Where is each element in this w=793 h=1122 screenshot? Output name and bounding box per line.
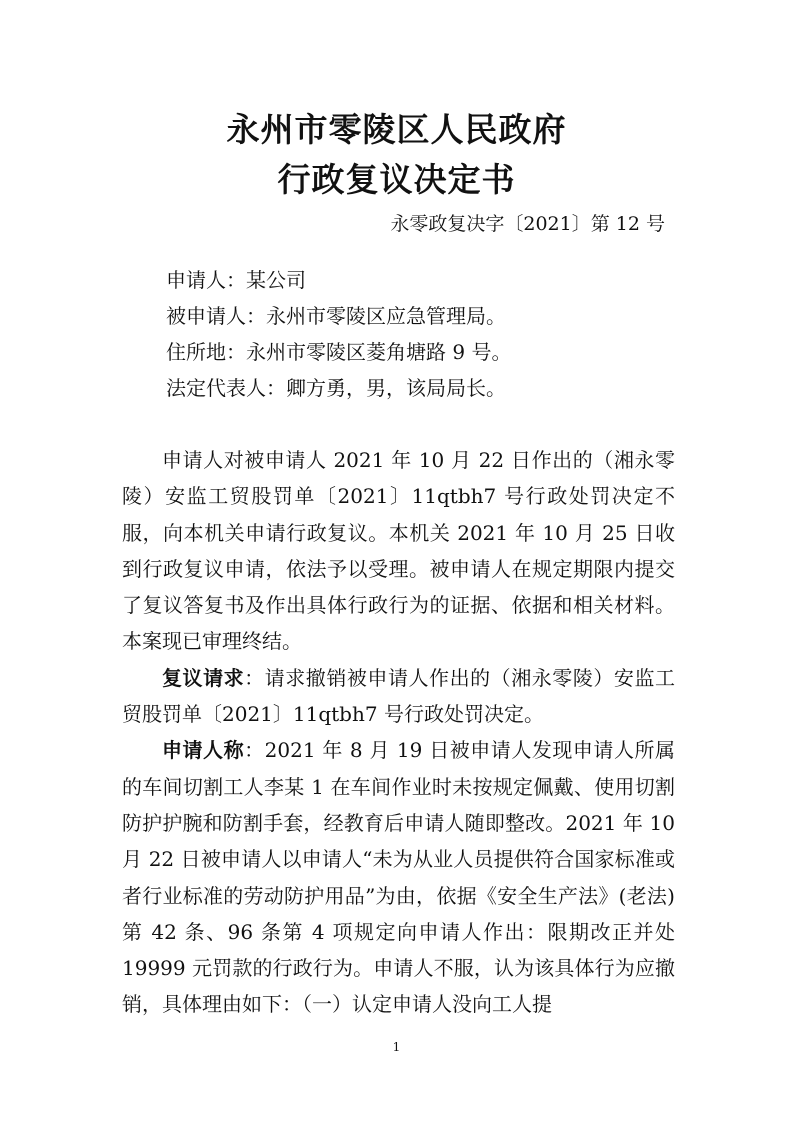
respondent-line: 被申请人：永州市零陵区应急管理局。: [166, 304, 506, 328]
claim-label: 申请人称: [162, 738, 245, 763]
page-number: 1: [392, 1040, 401, 1054]
intro-paragraph: 申请人对被申请人 2021 年 10 月 22 日作出的（湘永零陵）安监工贸股罚单〔2021〕11qtbh7 号行政处罚决定不服，向本机关申请行政复议。本机关 2021 年 10 月 25 日收到行政复议申请，依法予以受理。被申请人在规定期限内提交了复议答复书及作出具体行政行为的证据、依据和相关材料。本案现已审理终结。: [122, 448, 675, 654]
request-label: 复议请求: [162, 665, 245, 690]
document-title-line1: 永州市零陵区人民政府: [226, 110, 567, 149]
legal-representative-line: 法定代表人：卿方勇，男，该局局长。: [166, 376, 506, 400]
applicant-line: 申请人：某公司: [166, 268, 306, 292]
document-title-line2: 行政复议决定书: [277, 160, 516, 199]
claim-text: ：2021 年 8 月 19 日被申请人发现申请人所属的车间切割工人李某 1 在车间作业时未按规定佩戴、使用切割防护护腕和防割手套，经教育后申请人随即整改。2021 年 10 月 22 日被申请人以申请人“未为从业人员提供符合国家标准或者行业标准的劳动防护用品”为由，依据《安全生产法》(老法)第 42 条、96 条第 4 项规定向申请人作出：限期改正并处 19999 元罚款的行政行为。申请人不服，认为该具体行为应撤销，具体理由如下：（一）认定申请人没向工人提: [122, 738, 676, 1017]
claim-paragraph: [122, 732, 675, 1022]
document-number: 永零政复决字〔2021〕第 12 号: [390, 213, 665, 235]
parties-section: [166, 262, 511, 406]
request-text: ：请求撤销被申请人作出的（湘永零陵）安监工贸股罚单〔2021〕11qtbh7 号行政处罚决定。: [122, 665, 676, 727]
document-body: [122, 442, 675, 1023]
address-line: 住所地：永州市零陵区菱角塘路 9 号。: [166, 340, 512, 364]
request-paragraph: [122, 660, 675, 733]
